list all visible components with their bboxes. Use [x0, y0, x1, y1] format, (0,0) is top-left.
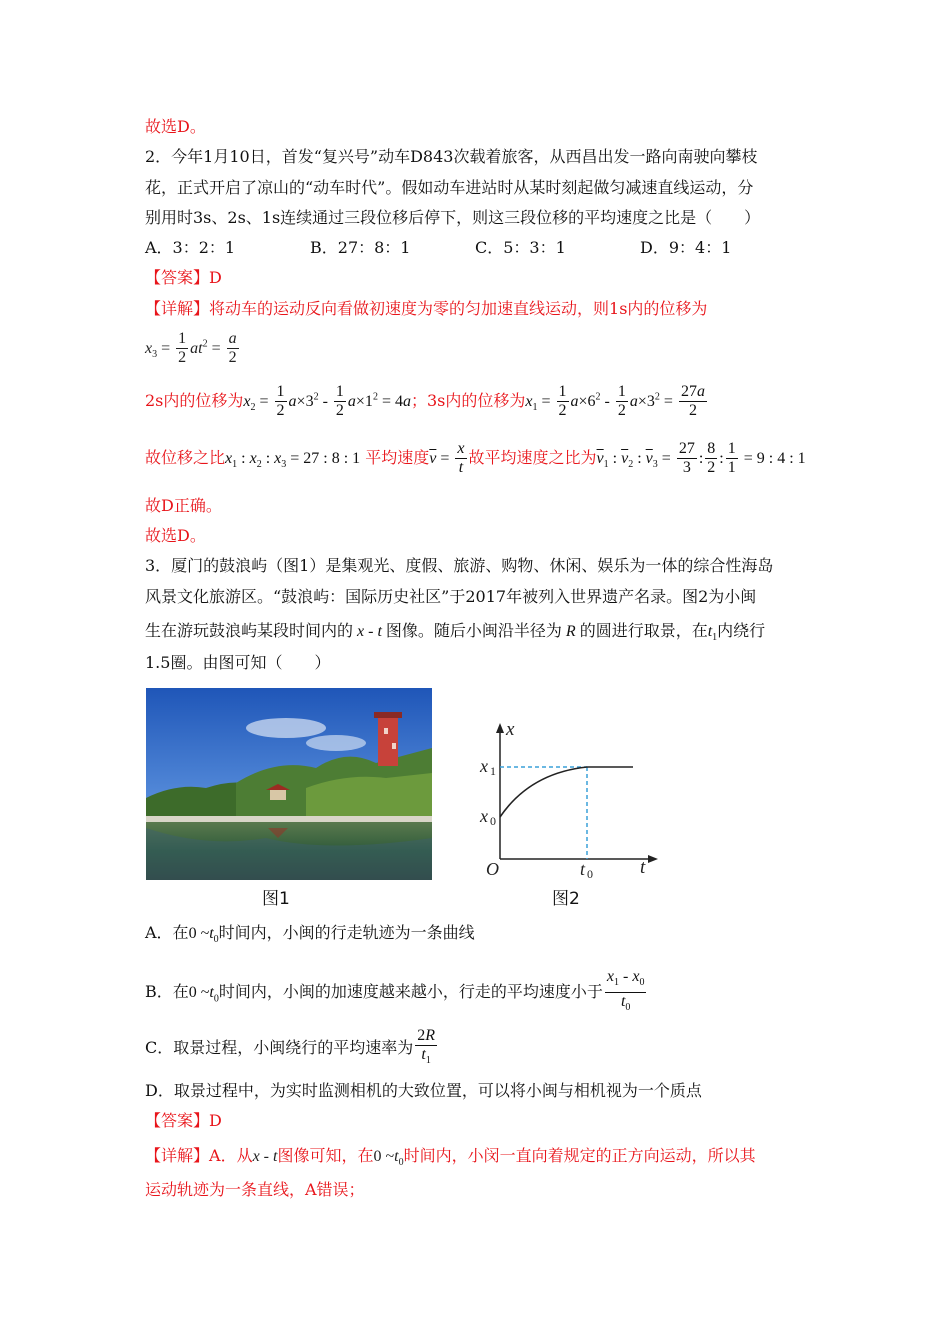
q3-line2: 风景文化旅游区。“鼓浪屿：国际历史社区”于2017年被列入世界遗产名录。图2为小闽: [145, 587, 757, 606]
q2-line2: 花，正式开启了凉山的“动车时代”。假如动车进站时从某时刻起做匀减速直线运动，分: [145, 178, 754, 197]
svg-text:1: 1: [490, 764, 496, 778]
q2-options: [145, 237, 731, 259]
avg-v-label: 平均速度: [365, 448, 430, 467]
y-axis-arrow: [496, 723, 504, 733]
q2-detail: [145, 298, 707, 320]
q2-line1: 2．今年1月10日，首发“复兴号”动车D843次载着旅客，从西昌出发一路向南驶向攀枝: [145, 147, 758, 166]
fig1-caption: 图1: [262, 889, 290, 909]
q3-line3: 生在游玩鼓浪屿某段时间内的 x - t 图像。随后小闽沿半径为 R 的圆进行取景，在$t_1$内绕行: [145, 621, 766, 644]
q2-answer: 【答案】D: [145, 268, 222, 287]
gulangyu-photo: [146, 688, 432, 880]
xt-curve: [500, 767, 633, 817]
svg-text:0: 0: [490, 814, 496, 828]
q2-option-c: C．5：3：1: [475, 238, 566, 257]
q2-option-b: B．27：8：1: [310, 238, 411, 257]
detail-label: 【详解】: [145, 299, 210, 318]
q2-correct: 故D正确。: [145, 496, 222, 515]
formula-x3: $x_3$ = $\frac{1}{2}$ $at^2$ = $\frac{a}{2}$: [145, 330, 237, 366]
x-axis-label: t: [640, 857, 646, 878]
x-axis-arrow: [648, 855, 658, 863]
formula-line-disp: 2s内的位移为$x_2$ = $\frac{1}{2}$ $a\times 3^2$ - $\frac{1}{2}$ $a\times 1^2 = 4a$；3s内的位移为$x_1$ = $\frac{1}{2}$ $a\times 6^2$ - $\frac{1}{2}$ $a\times 3^2$ = $\frac{27a}{2}$: [145, 383, 705, 419]
q3-option-a: A．在0 $\sim t_0$时间内，小闽的行走轨迹为一条曲线: [145, 923, 475, 946]
prev-conclusion: 故选D。: [145, 117, 206, 136]
q3-detail: 【详解】A．从x - t图像可知，在0 $\sim t_0$时间内，小闵一直向着规定的正方向运动，所以其: [145, 1146, 756, 1169]
disp-2s-label: 2s内的位移为: [145, 391, 244, 410]
q3-option-c: C．取景过程，小闽绕行的平均速率为 $\frac{2R}{t_1}$: [145, 1027, 436, 1067]
formula-line-ratio: 故位移之比$x_1$ : $x_2$ : $x_3 = 27$ : 8 : 1 平均速度$\overline{v}$ = $\frac{x}{t}$ 故平均速度之比为$\overline{v}_1$ : $\overline{v}_2$ : $\overline{v}_3$ = $\frac{27}{3}$ : $\frac{8}{2}$ : $\frac{1}{1}$ = 9 : 4 : 1: [145, 440, 806, 476]
detail-text: 将动车的运动反向看做初速度为零的匀加速直线运动，则1s内的位移为: [209, 299, 708, 318]
q2-line3: 别用时3s、2s、1s连续通过三段位移后停下，则这三段位移的平均速度之比是（ ）: [145, 208, 761, 227]
disp-3s-label: ；3s内的位移为: [410, 391, 526, 410]
q3-detail-line2: 运动轨迹为一条直线，A错误；: [145, 1180, 365, 1199]
y-axis-label: x: [506, 719, 515, 740]
q2-conclusion: 故选D。: [145, 526, 206, 545]
xt-graph: [470, 715, 670, 880]
x0-label: x: [480, 806, 488, 826]
avg-ratio-label: 故平均速度之比为: [468, 448, 597, 467]
q3-option-b: B．在0 $\sim t_0$时间内，小闽的加速度越来越小，行走的平均速度小于 $\frac{x_1 - x_0}{t_0}$: [145, 968, 645, 1014]
x1-label: x: [480, 756, 488, 776]
q3-line1: 3．厦门的鼓浪屿（图1）是集观光、度假、旅游、购物、休闲、娱乐为一体的综合性海岛: [145, 556, 774, 575]
q3-option-d: D．取景过程中，为实时监测相机的大致位置，可以将小闽与相机视为一个质点: [145, 1081, 702, 1100]
svg-text:0: 0: [587, 867, 593, 880]
fig2-caption: 图2: [552, 889, 580, 909]
ratio-label: 故位移之比: [145, 448, 226, 467]
q2-option-d: D．9：4：1: [640, 238, 732, 257]
origin-label: O: [486, 859, 499, 879]
q3-line4: 1.5圈。由图可知（ ）: [145, 653, 331, 672]
q2-option-a: A．3：2：1: [145, 238, 236, 257]
t0-label: t: [580, 859, 586, 879]
q3-answer: 【答案】D: [145, 1111, 222, 1130]
